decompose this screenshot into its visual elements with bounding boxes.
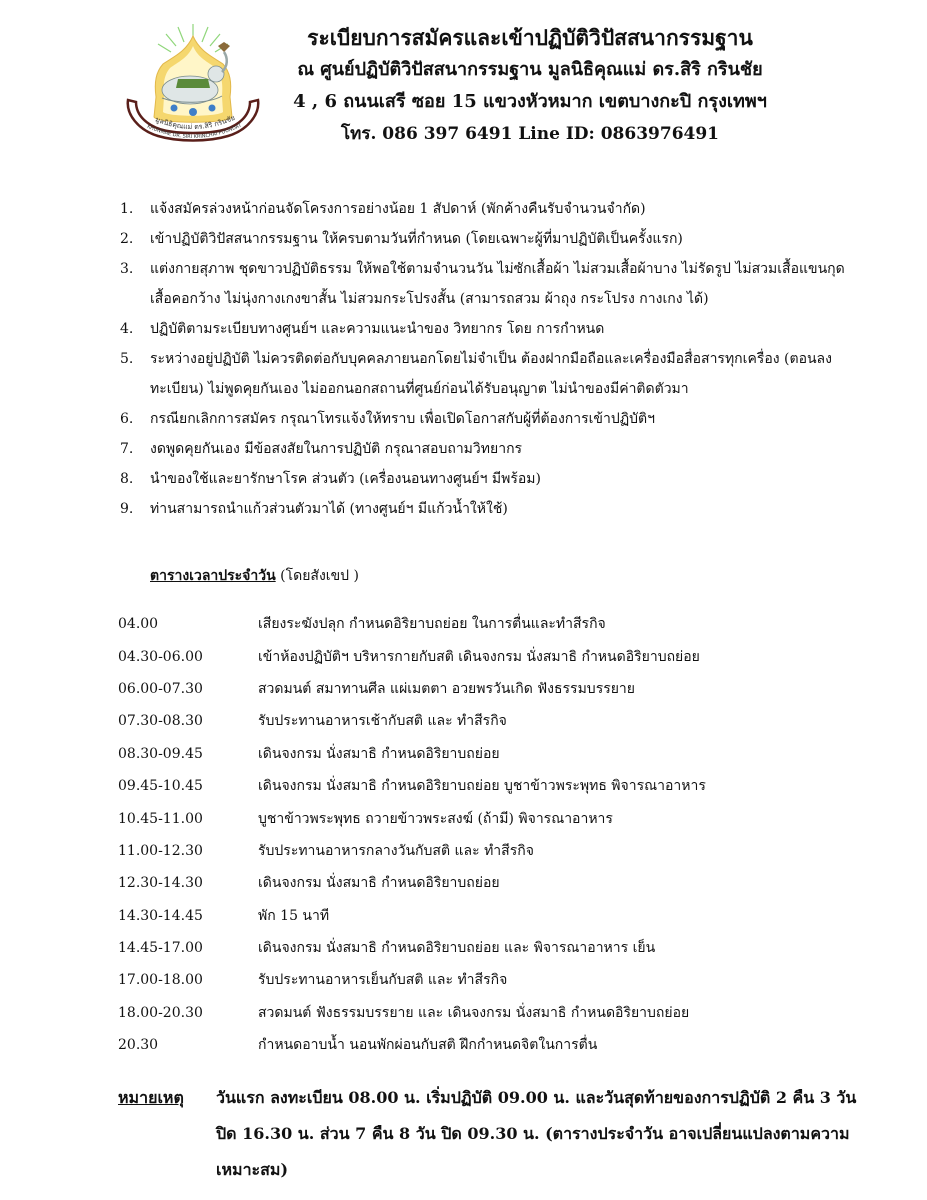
rule-text: ท่านสามารถนำแก้วส่วนตัวมาได้ (ทางศูนย์ฯ มีแก้วน้ำให้ใช้): [150, 501, 508, 517]
schedule-activity: พัก 15 นาที: [258, 907, 330, 924]
schedule-row: [118, 997, 838, 1029]
schedule-time: 11.00-12.30: [118, 842, 203, 859]
document-title: ระเบียบการสมัครและเข้าปฏิบัติวิปัสสนากรรมฐาน: [307, 25, 753, 50]
schedule-activity: เข้าห้องปฏิบัติฯ บริหารกายกับสติ เดินจงกรม นั่งสมาธิ กำหนดอิริยาบถย่อย: [258, 648, 700, 665]
schedule-activity: เสียงระฆังปลุก กำหนดอิริยาบถย่อย ในการตื่นและทำสีรกิจ: [258, 616, 606, 633]
schedule-time: 10.45-11.00: [118, 810, 203, 827]
document-header: [270, 22, 790, 150]
schedule-row: [118, 802, 838, 834]
schedule-row: [118, 932, 838, 964]
schedule-activity: กำหนดอาบน้ำ นอนพักผ่อนกับสติ ฝึกกำหนดจิตในการตื่น: [258, 1037, 598, 1054]
schedule-row: [118, 705, 838, 737]
schedule-row: [118, 673, 838, 705]
rules-list: [120, 194, 860, 524]
schedule-time: 04.00: [118, 616, 159, 633]
rule-item: [120, 494, 860, 524]
schedule-time: 07.30-08.30: [118, 713, 203, 730]
schedule-activity: สวดมนต์ ฟังธรรมบรรยาย และ เดินจงกรม นั่งสมาธิ กำหนดอิริยาบถย่อย: [258, 1004, 690, 1021]
rule-item: [120, 464, 860, 494]
rule-number: 5.: [120, 351, 134, 367]
schedule-activity: รับประทานอาหารเช้ากับสติ และ ทำสีรกิจ: [258, 713, 507, 730]
rule-text: กรณียกเลิกการสมัคร กรุณาโทรแจ้งให้ทราบ เพื่อเปิดโอกาสกับผู้ที่ต้องการเข้าปฏิบัติฯ: [150, 411, 655, 427]
rule-number: 8.: [120, 471, 134, 487]
schedule-time: 12.30-14.30: [118, 875, 203, 892]
schedule-row: [118, 640, 838, 672]
schedule-activity: รับประทานอาหารกลางวันกับสติ และ ทำสีรกิจ: [258, 842, 534, 859]
schedule-row: [118, 900, 838, 932]
rule-text: งดพูดคุยกันเอง มีข้อสงสัยในการปฏิบัติ กรุณาสอบถามวิทยากร: [150, 441, 523, 457]
address-line: 4 , 6 ถนนเสรี ซอย 15 แขวงหัวหมาก เขตบางกะปิ กรุงเทพฯ: [293, 91, 767, 112]
rule-text: ระหว่างอยู่ปฏิบัติ ไม่ควรติดต่อกับบุคคลภายนอกโดยไม่จำเป็น ต้องฝากมือถือและเครื่องมือสื่อสารทุกเครื่อง (ตอนลงทะเบียน) ไม่พูดคุยกันเอง ไม่ออกนอกสถานที่ศูนย์ก่อนได้รับอนุญาต ไม่นำของมีค่าติดตัวมา: [150, 351, 832, 397]
schedule-activity: เดินจงกรม นั่งสมาธิ กำหนดอิริยาบถย่อย: [258, 875, 500, 892]
location-line: ณ ศูนย์ปฏิบัติวิปัสสนากรรมฐาน มูลนิธิคุณแม่ ดร.สิริ กรินชัย: [297, 59, 763, 80]
schedule-time: 14.45-17.00: [118, 940, 203, 957]
schedule-heading: [150, 565, 359, 587]
schedule-title: ตารางเวลาประจำวัน: [150, 568, 276, 584]
contact-line: โทร. 086 397 6491 Line ID: 0863976491: [340, 124, 720, 144]
rule-number: 7.: [120, 441, 134, 457]
rule-item: [120, 434, 860, 464]
schedule-activity: เดินจงกรม นั่งสมาธิ กำหนดอิริยาบถย่อย: [258, 745, 500, 762]
schedule-time: 06.00-07.30: [118, 680, 203, 697]
rule-item: [120, 224, 860, 254]
remarks-text: วันแรก ลงทะเบียน 08.00 น. เริ่มปฏิบัติ 09.00 น. และวันสุดท้ายของการปฏิบัติ 2 คืน 3 วัน ปิด 16.30 น. ส่วน 7 คืน 8 วัน ปิด 09.30 น. (ตารางประจำวัน อาจเปลี่ยนแปลงตามความเหมาะสม): [216, 1088, 857, 1179]
schedule-time: 18.00-20.30: [118, 1004, 203, 1021]
schedule-activity: สวดมนต์ สมาทานศีล แผ่เมตตา อวยพรวันเกิด ฟังธรรมบรรยาย: [258, 680, 635, 697]
schedule-time: 04.30-06.00: [118, 648, 203, 665]
schedule-time: 17.00-18.00: [118, 972, 203, 989]
schedule-row: [118, 738, 838, 770]
rule-text: นำของใช้และยารักษาโรค ส่วนตัว (เครื่องนอนทางศูนย์ฯ มีพร้อม): [150, 471, 541, 487]
rule-text: ปฏิบัติตามระเบียบทางศูนย์ฯ และความแนะนำของ วิทยากร โดย การกำหนด: [150, 321, 605, 337]
remarks-label: หมายเหตุ: [118, 1088, 184, 1107]
schedule-activity: เดินจงกรม นั่งสมาธิ กำหนดอิริยาบถย่อย และ พิจารณาอาหาร เย็น: [258, 940, 656, 957]
schedule-activity: บูชาข้าวพระพุทธ ถวายข้าวพระสงฆ์ (ถ้ามี) พิจารณาอาหาร: [258, 810, 613, 827]
rule-number: 1.: [120, 201, 134, 217]
schedule-row: [118, 770, 838, 802]
logo-arc-thai: มูลนิธิคุณแม่ ดร.สิริ กรินชัย: [154, 113, 237, 132]
daily-schedule: [118, 608, 838, 1061]
rule-item: [120, 254, 860, 314]
rule-number: 2.: [120, 231, 134, 247]
schedule-row: [118, 608, 838, 640]
schedule-row: [118, 835, 838, 867]
rule-number: 9.: [120, 501, 134, 517]
rule-item: [120, 404, 860, 434]
schedule-activity: รับประทานอาหารเย็นกับสติ และ ทำสีรกิจ: [258, 972, 508, 989]
schedule-row: [118, 867, 838, 899]
schedule-activity: เดินจงกรม นั่งสมาธิ กำหนดอิริยาบถย่อย บูชาข้าวพระพุทธ พิจารณาอาหาร: [258, 778, 706, 795]
logo-arc-en: KHUNMAE DR. SIRI KRINCHAI FOUNDAT: [145, 122, 243, 141]
schedule-time: 14.30-14.45: [118, 907, 203, 924]
rule-number: 6.: [120, 411, 134, 427]
schedule-time: 08.30-09.45: [118, 745, 203, 762]
schedule-row: [118, 1029, 838, 1061]
remarks: [118, 1080, 878, 1188]
rule-item: [120, 344, 860, 404]
rule-text: เข้าปฏิบัติวิปัสสนากรรมฐาน ให้ครบตามวันที่กำหนด (โดยเฉพาะผู้ที่มาปฏิบัติเป็นครั้งแรก): [150, 231, 683, 247]
rule-text: แต่งกายสุภาพ ชุดขาวปฏิบัติธรรม ให้พอใช้ตามจำนวนวัน ไม่ซักเสื้อผ้า ไม่สวมเสื้อผ้าบาง ไม่รัดรูป ไม่สวมเสื้อแขนกุด เสื้อคอกว้าง ไม่นุ่งกางเกงขาสั้น ไม่สวมกระโปรงสั้น (สามารถสวม ผ้าถุง กระโปรง กางเกง ได้): [150, 261, 845, 307]
schedule-time: 20.30: [118, 1037, 159, 1054]
rule-item: [120, 314, 860, 344]
rule-number: 4.: [120, 321, 134, 337]
schedule-row: [118, 964, 838, 996]
schedule-subtitle: (โดยสังเขป ): [280, 568, 359, 584]
foundation-logo: [118, 22, 268, 150]
rule-text: แจ้งสมัครล่วงหน้าก่อนจัดโครงการอย่างน้อย 1 สัปดาห์ (พักค้างคืนรับจำนวนจำกัด): [150, 201, 646, 217]
schedule-time: 09.45-10.45: [118, 778, 203, 795]
rule-item: [120, 194, 860, 224]
rule-number: 3.: [120, 261, 134, 277]
